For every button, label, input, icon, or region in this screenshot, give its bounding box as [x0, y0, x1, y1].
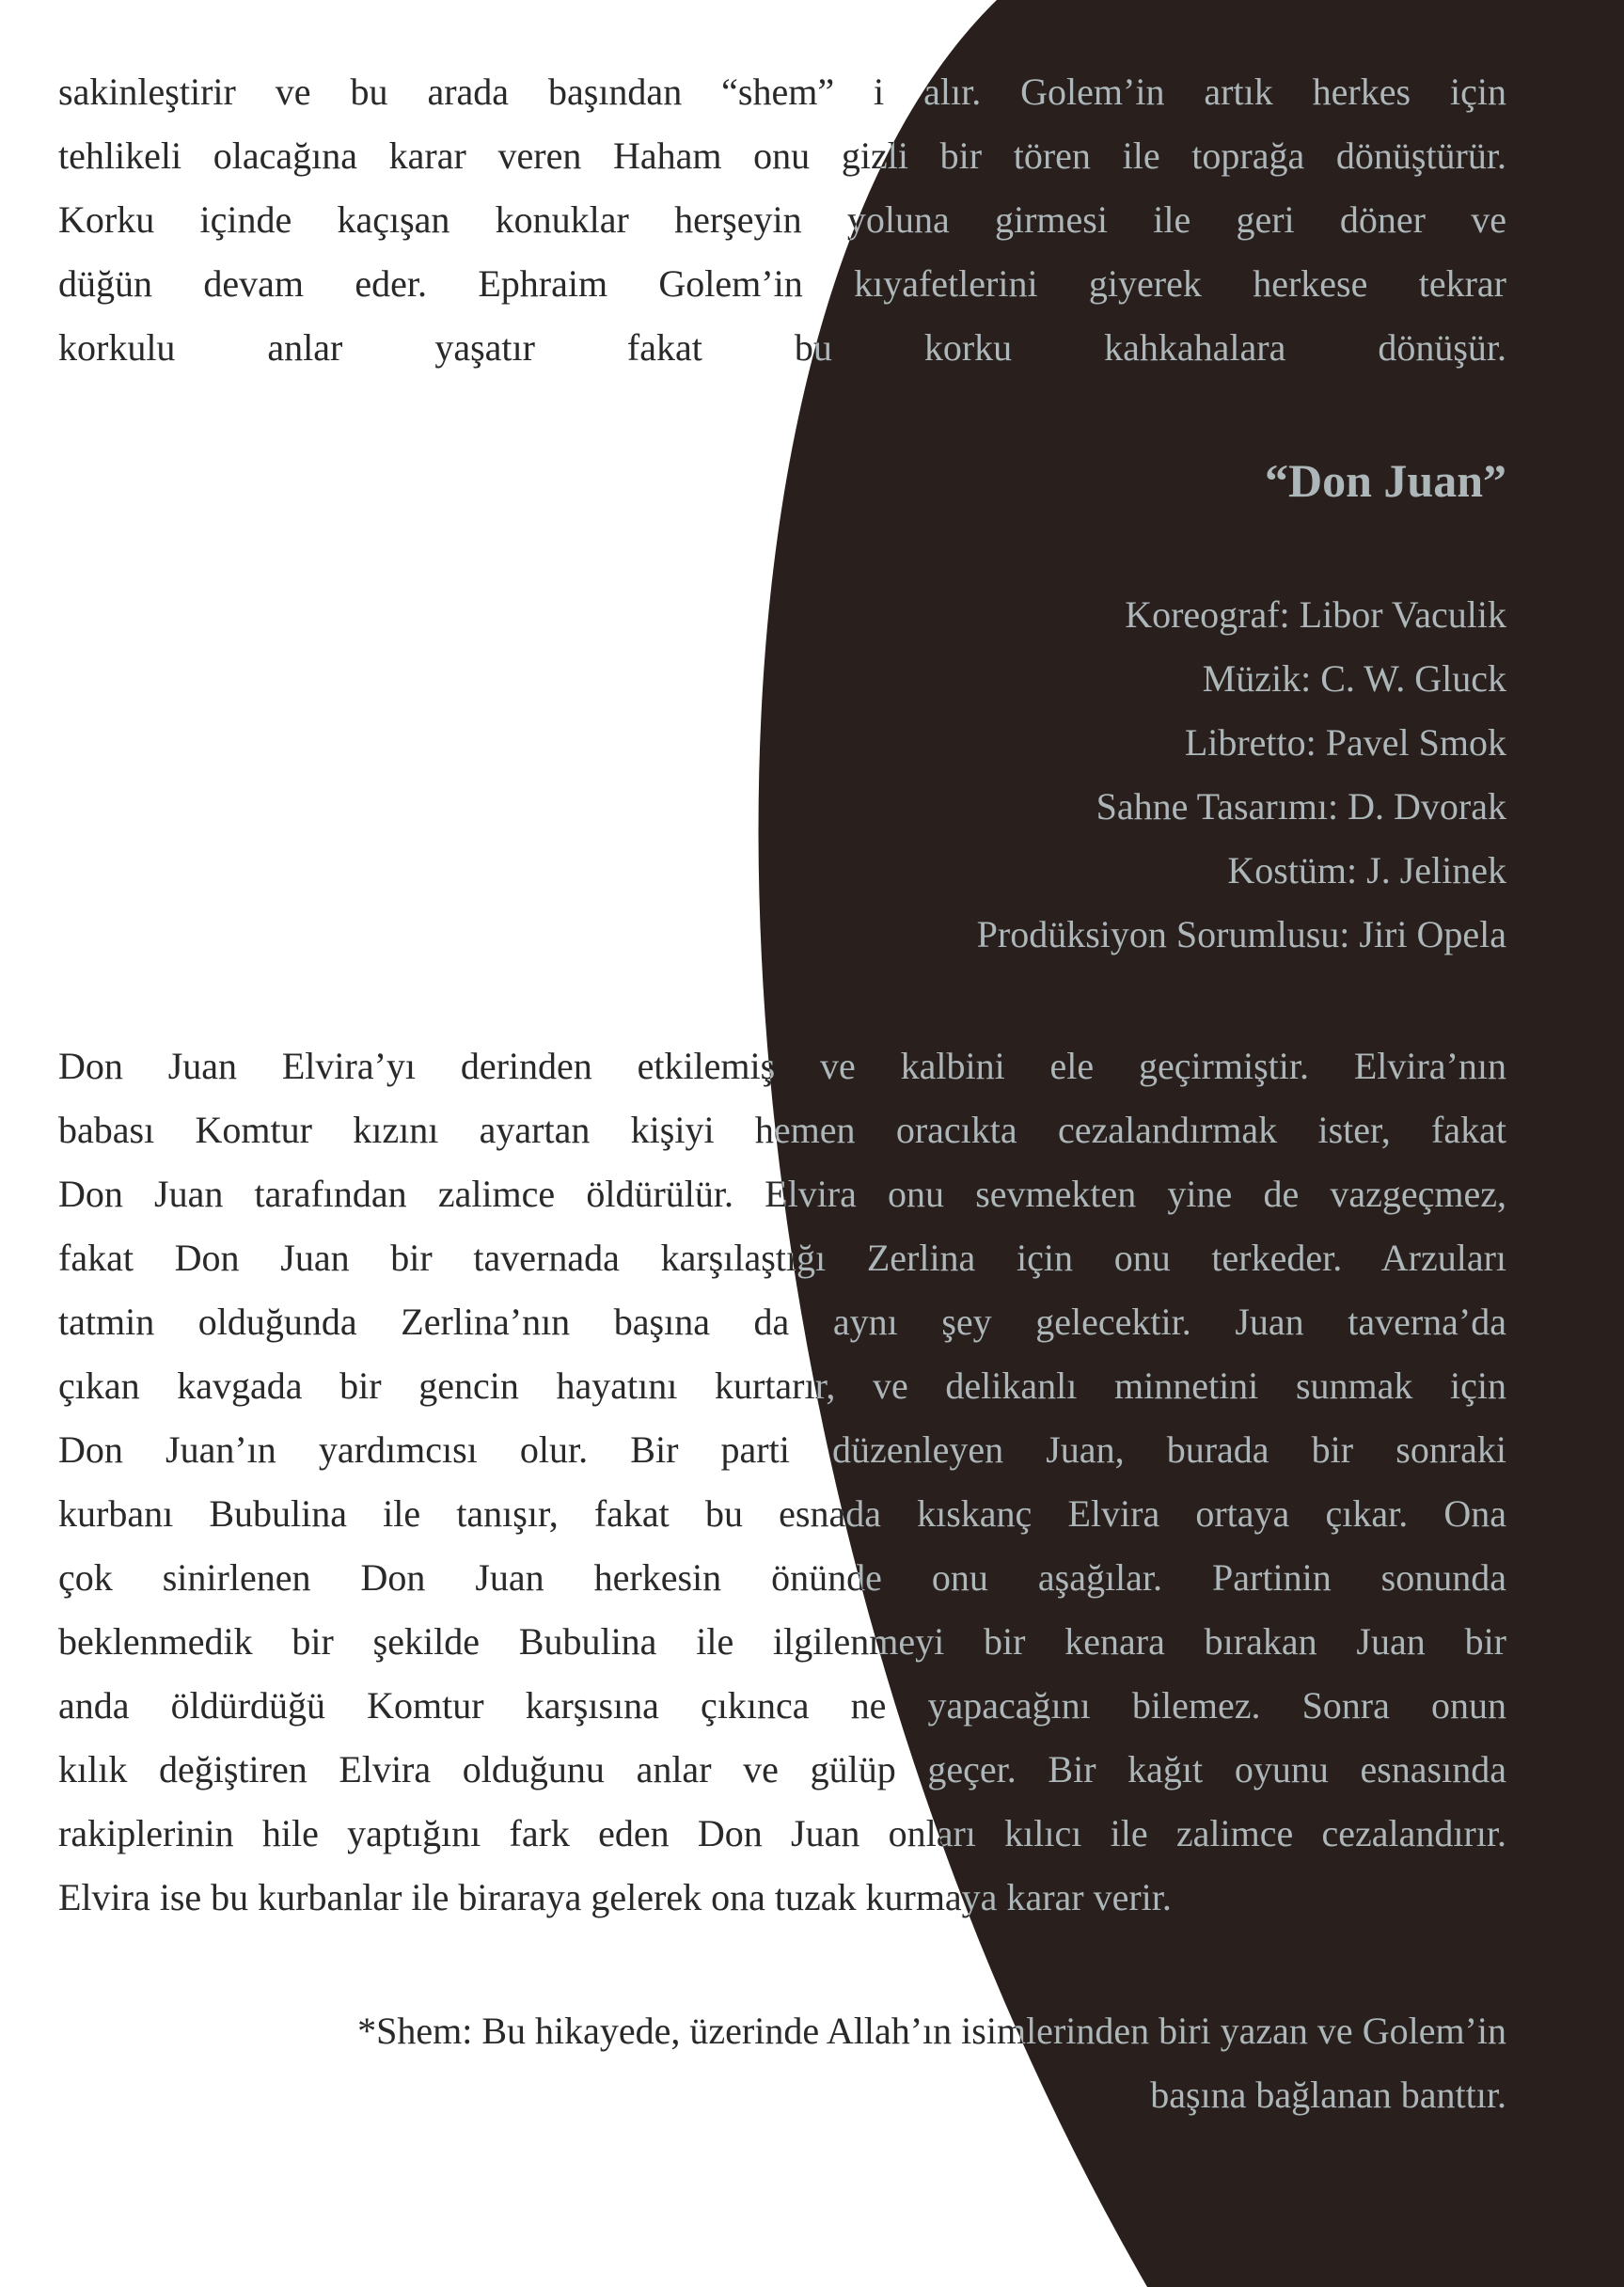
paragraph-line: Elvira ise bu kurbanlar ile biraraya gelerek ona tuzak kurmaya karar verir.	[58, 1876, 1172, 1918]
paragraph-line: kurbanı Bubulina ile tanışır, fakat bu esnada kıskanç Elvira ortaya çıkar. Ona	[58, 1492, 1506, 1535]
credit-libretto: Libretto: Pavel Smok	[1184, 721, 1506, 764]
paragraph-don-juan-synopsis	[58, 1034, 1506, 1930]
paragraph-line: Don Juan Elvira’yı derinden etkilemiş ve kalbini ele geçirmiştir. Elvira’nın	[58, 1045, 1506, 1087]
footnote-line: *Shem: Bu hikayede, üzerinde Allah’ın isimlerinden biri yazan ve Golem’in	[357, 2010, 1506, 2052]
credit-stage-design: Sahne Tasarımı: D. Dvorak	[1096, 785, 1506, 828]
paragraph-line: fakat Don Juan bir tavernada karşılaştığı Zerlina için onu terkeder. Arzuları	[58, 1237, 1506, 1279]
paragraph-line: kılık değiştiren Elvira olduğunu anlar ve gülüp geçer. Bir kağıt oyunu esnasında	[58, 1748, 1506, 1790]
credits-list	[977, 583, 1506, 967]
credit-choreographer: Koreograf: Libor Vaculik	[1125, 593, 1506, 636]
section-title: “Don Juan”	[1264, 454, 1506, 507]
paragraph-line: beklenmedik bir şekilde Bubulina ile ilgilenmeyi bir kenara bırakan Juan bir	[58, 1620, 1506, 1663]
paragraph-line: anda öldürdüğü Komtur karşısına çıkınca ne yapacağını bilemez. Sonra onun	[58, 1684, 1506, 1727]
paragraph-golem-ending	[58, 60, 1506, 380]
footnote-shem	[39, 1999, 1506, 2127]
paragraph-line: çok sinirlenen Don Juan herkesin önünde onu aşağılar. Partinin sonunda	[58, 1556, 1506, 1599]
paragraph-line: korkulu anlar yaşatır fakat bu korku kahkahalara dönüşür.	[58, 326, 1506, 369]
paragraph-line: çıkan kavgada bir gencin hayatını kurtarır, ve delikanlı minnetini sunmak için	[58, 1364, 1506, 1407]
credit-costume: Kostüm: J. Jelinek	[1227, 849, 1506, 891]
paragraph-line: Don Juan tarafından zalimce öldürülür. Elvira onu sevmekten yine de vazgeçmez,	[58, 1173, 1506, 1215]
paragraph-line: tatmin olduğunda Zerlina’nın başına da aynı şey gelecektir. Juan taverna’da	[58, 1301, 1506, 1343]
paragraph-line: Don Juan’ın yardımcısı olur. Bir parti düzenleyen Juan, burada bir sonraki	[58, 1428, 1506, 1471]
footnote-line: başına bağlanan banttır.	[1150, 2074, 1506, 2116]
paragraph-line: tehlikeli olacağına karar veren Haham onu gizli bir tören ile toprağa dönüştürür.	[58, 134, 1506, 177]
paragraph-line: düğün devam eder. Ephraim Golem’in kıyafetlerini giyerek herkese tekrar	[58, 262, 1506, 305]
credit-production: Prodüksiyon Sorumlusu: Jiri Opela	[976, 913, 1506, 955]
paragraph-line: Korku içinde kaçışan konuklar herşeyin yoluna girmesi ile geri döner ve	[58, 198, 1506, 241]
paragraph-line: rakiplerinin hile yaptığını fark eden Don Juan onları kılıcı ile zalimce cezalandırır.	[58, 1812, 1506, 1854]
paragraph-line: sakinleştirir ve bu arada başından “shem” i alır. Golem’in artık herkes için	[58, 71, 1506, 113]
credit-music: Müzik: C. W. Gluck	[1202, 657, 1506, 700]
paragraph-line: babası Komtur kızını ayartan kişiyi hemen oracıkta cezalandırmak ister, fakat	[58, 1109, 1506, 1151]
